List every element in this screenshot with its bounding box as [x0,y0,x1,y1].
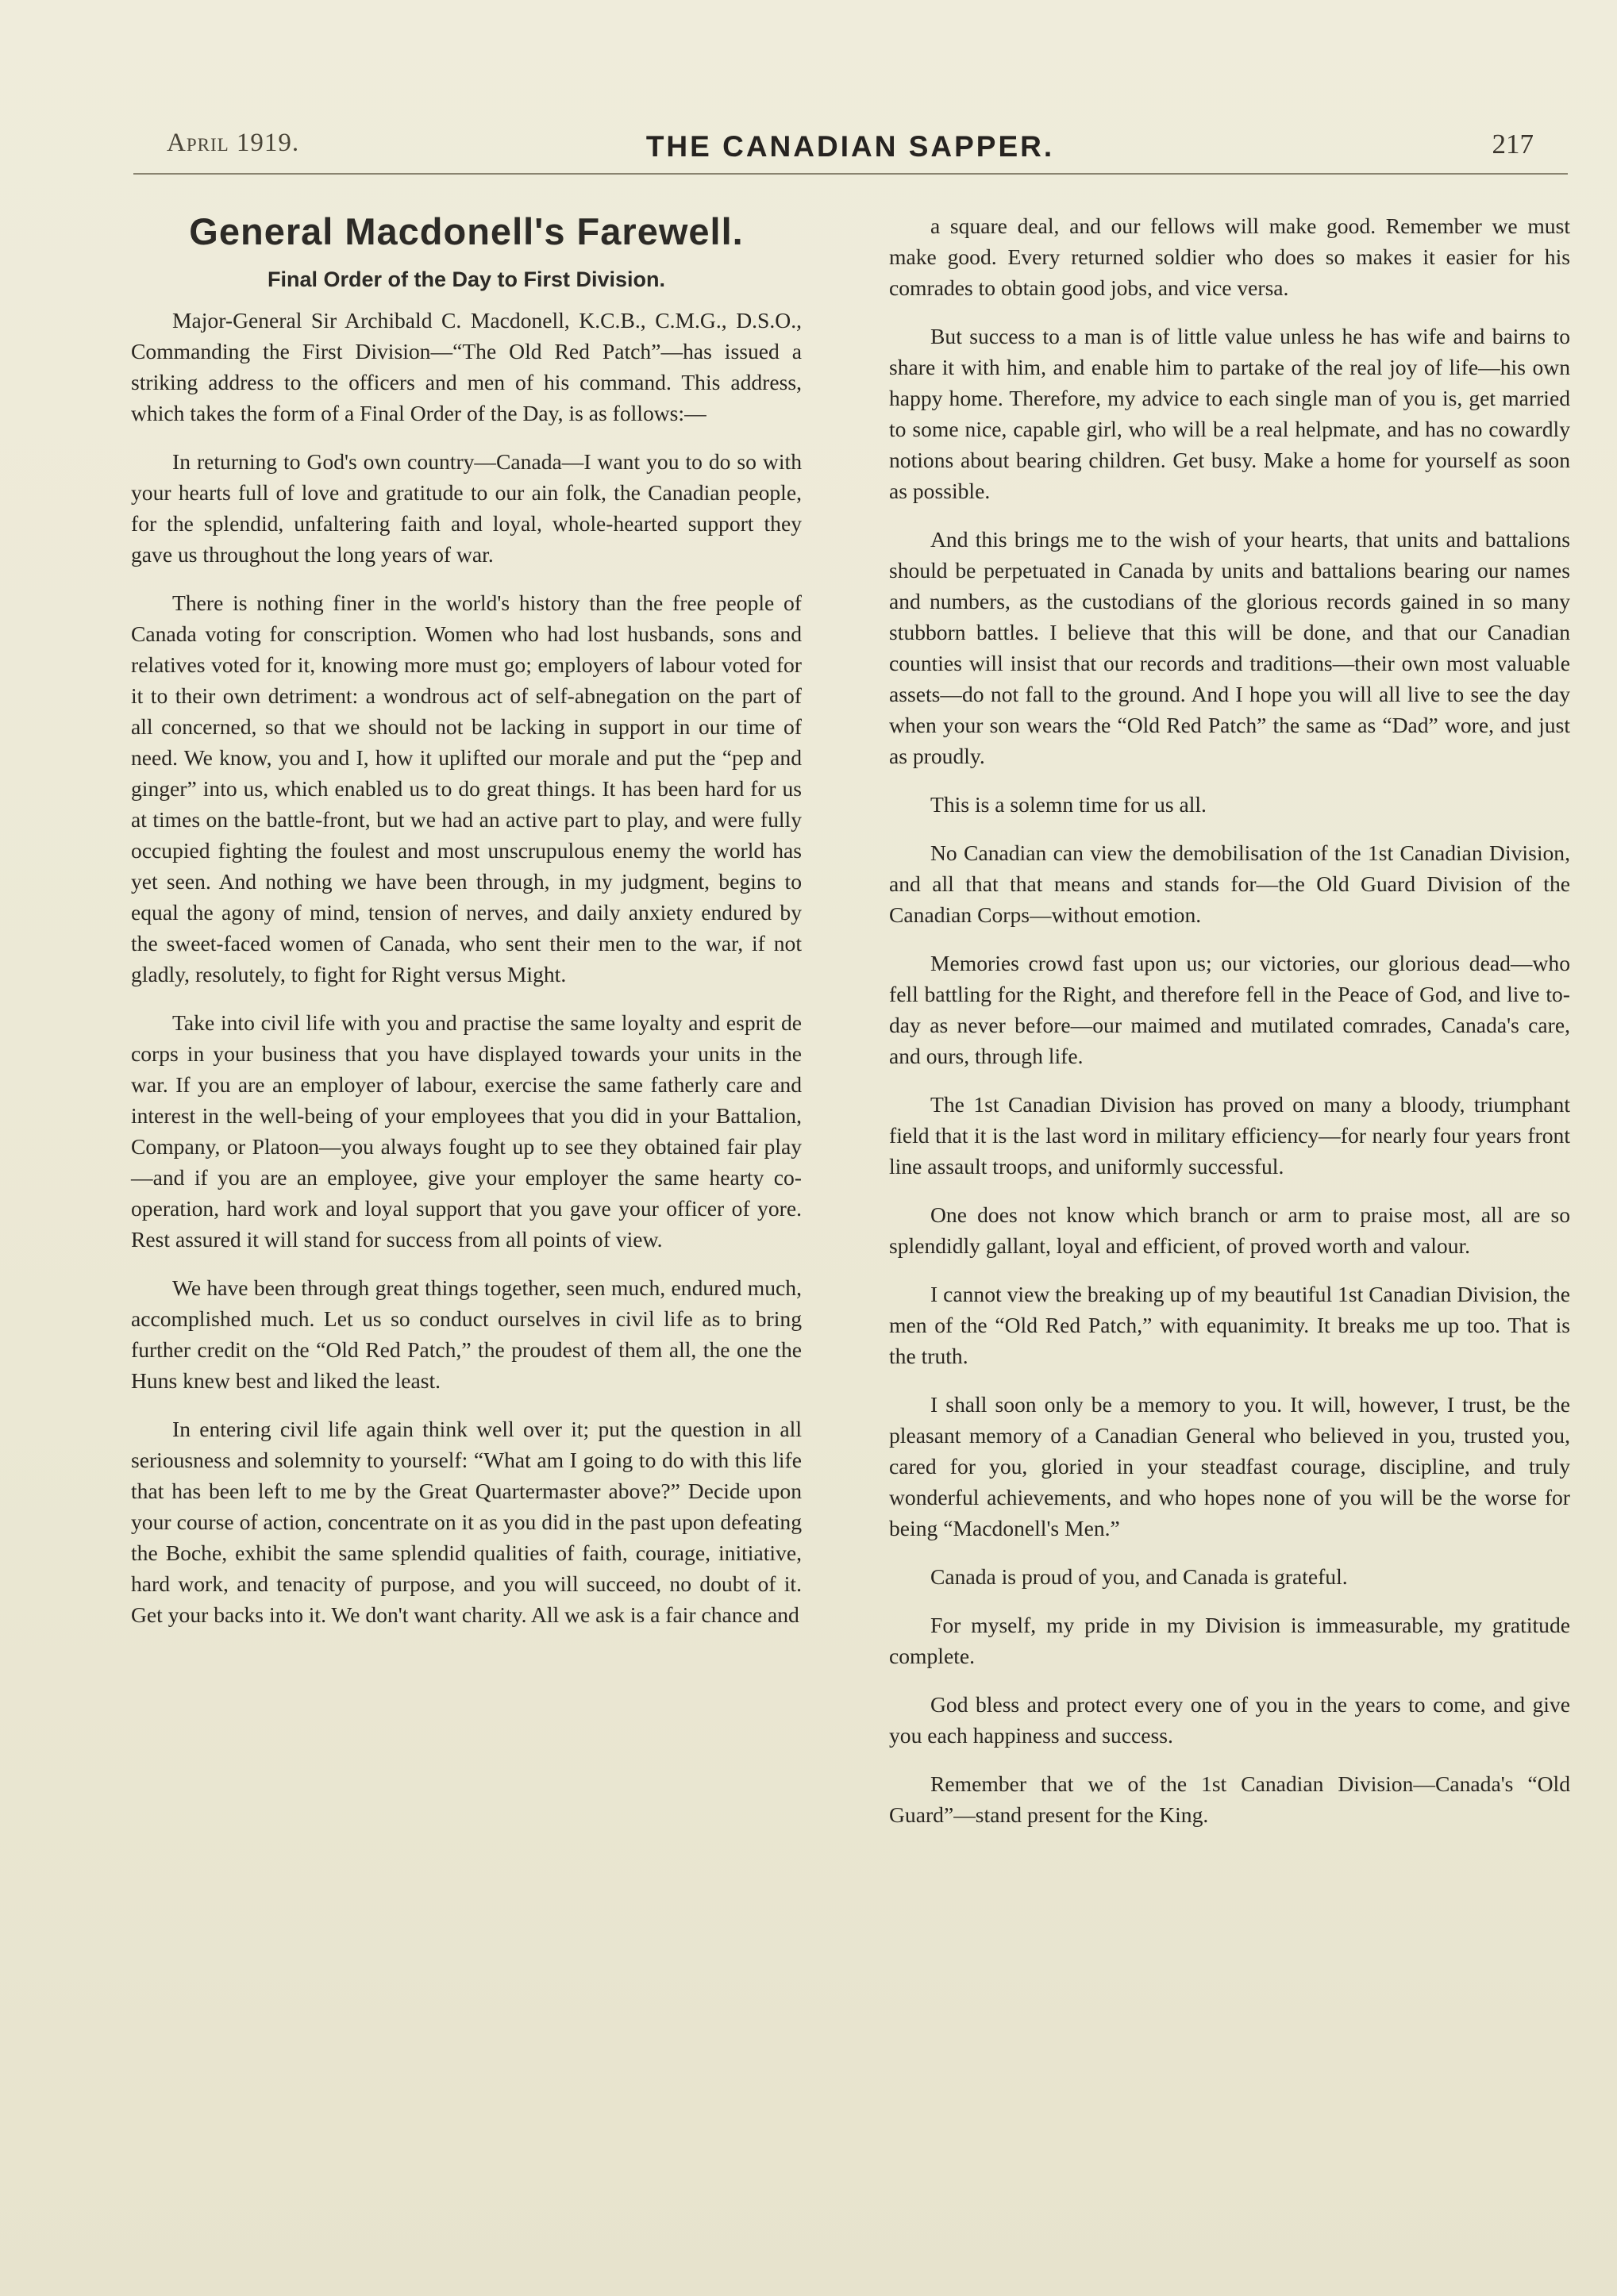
paragraph: In returning to God's own country—Canada—I want you to do so with your hearts full of love and gratitude to our ain folk, the Canadian people, for the splendid, unfaltering faith and loyal, whole-hearted support they gave us throughout the long years of war. [131,449,802,567]
article-subtitle: Final Order of the Day to First Division. [267,267,666,291]
paragraph: Canada is proud of you, and Canada is grateful. [930,1564,1348,1589]
paragraph: God bless and protect every one of you in the years to come, and give you each happiness and success. [889,1692,1570,1748]
paragraph: We have been through great things together, seen much, endured much, accomplished much. Let us so conduct ourselves in civil life as to bring further credit on the “Old Red Patch,” the proudest of them all, the one the Huns knew best and liked the least. [131,1275,802,1393]
paragraph: The 1st Canadian Division has proved on many a bloody, triumphant field that it is the last word in military efficiency—for nearly four years front line assault troops, and uniformly successful. [889,1092,1570,1179]
page-number: 217 [1492,129,1534,160]
paragraph: Take into civil life with you and practise the same loyalty and esprit de corps in your business that you have displayed towards your units in the war. If you are an employer of labour, exercise the same fatherly care and interest in the well-being of your employees that you did in your Battalion, Company, or Platoon—you always fought up to see they obtained fair play—and if you are an employee, give your employer the same hearty co-operation, hard work and loyal support that you gave your officer of yore. Rest assured it will stand for success from all points of view. [131,1010,802,1252]
paragraph: I shall soon only be a memory to you. It will, however, I trust, be the pleasant memory of a Canadian General who believed in you, trusted you, cared for you, gloried in your steadfast courage, discipline, and truly wonderful achievements, and who hopes none of you will be the worse for being “Macdonell's Men.” [889,1392,1570,1540]
paragraph: In entering civil life again think well over it; put the question in all seriousness and solemnity to yourself: “What am I going to do with this life that has been left to me by the Great Quartermaster above?” Decide upon your course of action, concentrate on it as you did in the past upon defeating the Boche, exhibit the same splendid qualities of faith, courage, initiative, hard work, and tenacity of purpose, and you will succeed, no doubt of it. Get your backs into it. We don't want charity. All we ask is a fair chance and [131,1417,802,1627]
journal-title: THE CANADIAN SAPPER. [645,130,1055,163]
paragraph: Major-General Sir Archibald C. Macdonell, K.C.B., C.M.G., D.S.O., Commanding the First Division—“The Old Red Patch”—has issued a striking address to the officers and men of his command. This address, which takes the form of a Final Order of the Day, is as follows:— [131,308,802,425]
paragraph: But success to a man is of little value unless he has wife and bairns to share it with him, and enable him to partake of the real joy of life—his own happy home. Therefore, my advice to each single man of you is, get married to some nice, capable girl, who will be a real helpmate, and has no cowardly notions about bearing children. Get busy. Make a home for yourself as soon as possible. [889,324,1570,503]
paragraph: No Canadian can view the demobilisation of the 1st Canadian Division, and all that that means and stands for—the Old Guard Division of the Canadian Corps—without emotion. [889,840,1570,927]
left-column [131,208,802,1648]
issue-date: April 1919. [167,129,300,157]
paragraph: a square deal, and our fellows will make good. Remember we must make good. Every returned soldier who does so makes it easier for his comrades to obtain good jobs, and vice versa. [889,213,1570,300]
paragraph: And this brings me to the wish of your hearts, that units and battalions should be perpetuated in Canada by units and battalions bearing our names and numbers, as the custodians of the glorious records gained in so many stubborn battles. I believe that this will be done, and that our Canadian counties will insist that our records and traditions—their own most valuable assets—do not fall to the ground. And I hope you will all live to see the day when your son wears the “Old Red Patch” the same as “Dad” wore, and just as proudly. [889,527,1570,768]
header-rule [133,173,1568,175]
paragraph: Memories crowd fast upon us; our victories, our glorious dead—who fell battling for the Right, and therefore fell in the Peace of God, and live to-day as never before—our maimed and mutilated comrades, Canada's care, and ours, through life. [889,951,1570,1068]
right-column [889,210,1570,1848]
page-header [167,127,1534,167]
paragraph: One does not know which branch or arm to praise most, all are so splendidly gallant, loyal and efficient, of proved worth and valour. [889,1202,1570,1258]
paragraph: For myself, my pride in my Division is immeasurable, my gratitude complete. [889,1613,1570,1668]
paragraph: This is a solemn time for us all. [930,792,1207,817]
paragraph: Remember that we of the 1st Canadian Division—Canada's “Old Guard”—stand present for the King. [889,1771,1570,1827]
paragraph: I cannot view the breaking up of my beautiful 1st Canadian Division, the men of the “Old Red Patch,” with equanimity. It breaks me up too. That is the truth. [889,1282,1570,1368]
article-title: General Macdonell's Farewell. [189,210,744,252]
paragraph: There is nothing finer in the world's history than the free people of Canada voting for conscription. Women who had lost husbands, sons and relatives voted for it, knowing more must go; employers of labour voted for it to their own detriment: a wondrous act of self-abnegation on the part of all concerned, so that we should not be lacking in support in our time of need. We know, you and I, how it uplifted our morale and put the “pep and ginger” into us, which enabled us to do great things. It has been hard for us at times on the battle-front, but we had an active part to play, and were fully occupied fighting the foulest and most unscrupulous enemy the world has yet seen. And nothing we have been through, in my judgment, begins to equal the agony of mind, tension of nerves, and daily anxiety endured by the sweet-faced women of Canada, who sent their men to the war, if not gladly, resolutely, to fight for Right versus Might. [131,590,802,986]
